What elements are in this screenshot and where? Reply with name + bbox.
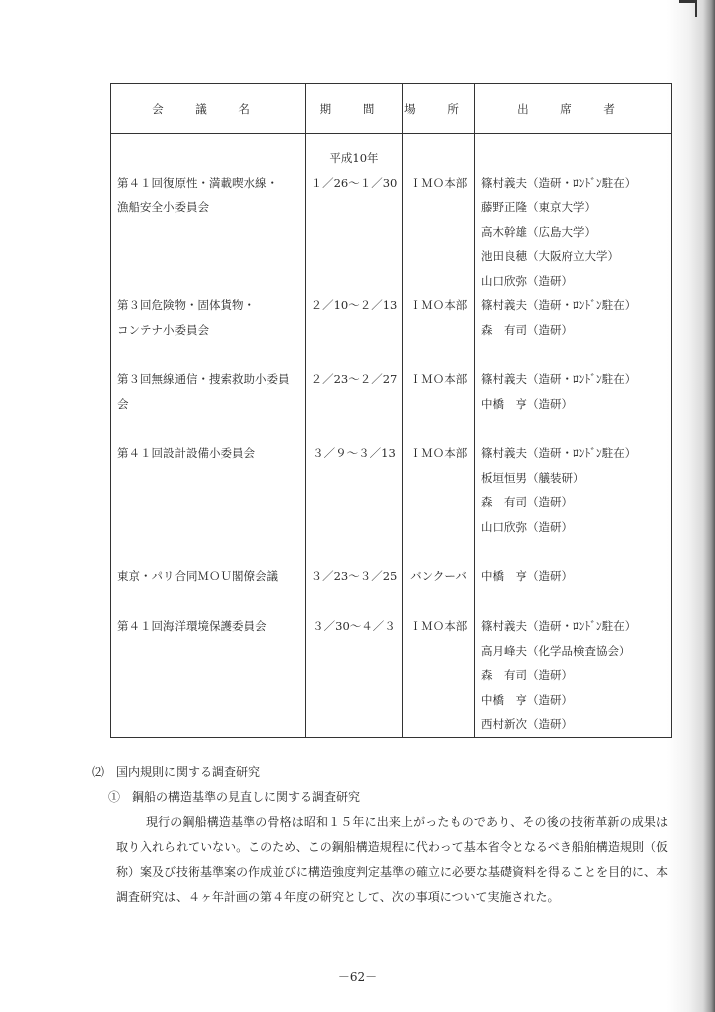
header-meeting-name: 会 議 名 (111, 84, 306, 134)
table-row (111, 146, 672, 293)
page-number: －62－ (337, 970, 378, 984)
attendee: 篠村義夫（造研・ﾛﾝﾄﾞﾝ駐在） (481, 298, 637, 312)
meeting-name-line: 第４１回設計設備小委員会 (117, 446, 255, 460)
period-line: ２／10～２／13 (310, 298, 398, 312)
attendee: 山口欣弥（造研） (481, 519, 573, 534)
attendee: 山口欣弥（造研） (481, 273, 573, 288)
subsection-heading: ① 鋼船の構造基準の見直しに関する調査研究 (108, 790, 361, 804)
period-line: ３／23～３／25 (310, 569, 398, 583)
place: ＩＭＯ本部 (409, 372, 468, 386)
attendee: 篠村義夫（造研・ﾛﾝﾄﾞﾝ駐在） (481, 619, 637, 633)
attendee: 板垣恒男（艤装研） (481, 470, 585, 485)
attendee: 篠村義夫（造研・ﾛﾝﾄﾞﾝ駐在） (481, 175, 637, 190)
table-row (111, 441, 672, 564)
table-header-row (111, 84, 672, 134)
place: ＩＭＯ本部 (409, 619, 468, 633)
meeting-name-line: 第４１回復原性・満載喫水線・ (117, 175, 278, 190)
section-paragraph: 現行の鋼船構造基準の骨格は昭和１５年に出来上がったものであり、その後の技術革新の成果は取り入れられていない。このため、この鋼船構造規程に代わって基本省令となるべき船舶構造規則（仮称）案及び技術基準案の作成並びに構造強度判定基準の確立に必要な基礎資料を得ることを目的に、本調査研究は、４ヶ年計画の第４年度の研究として、次の事項について実施された。 (116, 815, 669, 904)
attendee: 森 有司（造研） (481, 495, 573, 509)
meeting-name-line: 東京・パリ合同ＭＯＵ閣僚会議 (117, 569, 278, 583)
meeting-name-line: 漁船安全小委員会 (117, 200, 209, 214)
period-line: ２／23～２／27 (310, 372, 398, 386)
table-row (111, 293, 672, 367)
place: バンクーバ (410, 569, 467, 583)
meeting-name-line: 第４１回海洋環境保護委員会 (117, 619, 267, 633)
period-line: １／26～１／30 (310, 175, 398, 190)
table-row (111, 367, 672, 441)
attendee: 高月峰夫（化学品検査協会） (481, 643, 631, 658)
place: ＩＭＯ本部 (409, 446, 468, 460)
meeting-table (110, 83, 672, 738)
attendee: 中橋 亨（造研） (481, 569, 573, 583)
attendee: 森 有司（造研） (481, 322, 573, 337)
place: ＩＭＯ本部 (409, 175, 468, 190)
attendee: 藤野正隆（東京大学） (481, 200, 596, 214)
page-edge-shadow (667, 0, 715, 1012)
header-attendees: 出 席 者 (475, 84, 672, 134)
meeting-name-line: 会 (117, 396, 129, 411)
period-line: ３／９～３／13 (312, 446, 396, 460)
attendee: 中橋 亨（造研） (481, 396, 573, 411)
header-period: 期 間 (306, 84, 403, 134)
attendee: 森 有司（造研） (481, 668, 573, 682)
meeting-name-line: コンテナ小委員会 (117, 322, 209, 337)
section-heading: ⑵ 国内規則に関する調査研究 (92, 765, 261, 779)
attendee: 高木幹雄（広島大学） (481, 224, 596, 239)
meeting-name-line: 第３回無線通信・捜索救助小委員 (117, 372, 290, 386)
attendee: 池田良穂（大阪府立大学） (481, 249, 619, 263)
attendee: 篠村義夫（造研・ﾛﾝﾄﾞﾝ駐在） (481, 446, 637, 460)
attendee: 中橋 亨（造研） (481, 692, 573, 707)
corner-mark (679, 0, 697, 17)
header-place: 場 所 (403, 84, 475, 134)
attendee: 篠村義夫（造研・ﾛﾝﾄﾞﾝ駐在） (481, 372, 637, 386)
place: ＩＭＯ本部 (409, 298, 468, 312)
attendee: 西村新次（造研） (481, 717, 573, 731)
table-row (111, 614, 672, 737)
period-line: ３／30～４／３ (312, 619, 396, 633)
meeting-name-line: 第３回危険物・固体貨物・ (117, 298, 255, 312)
period-line: 平成10年 (329, 151, 379, 165)
section-body (88, 760, 668, 910)
table-row (111, 564, 672, 614)
